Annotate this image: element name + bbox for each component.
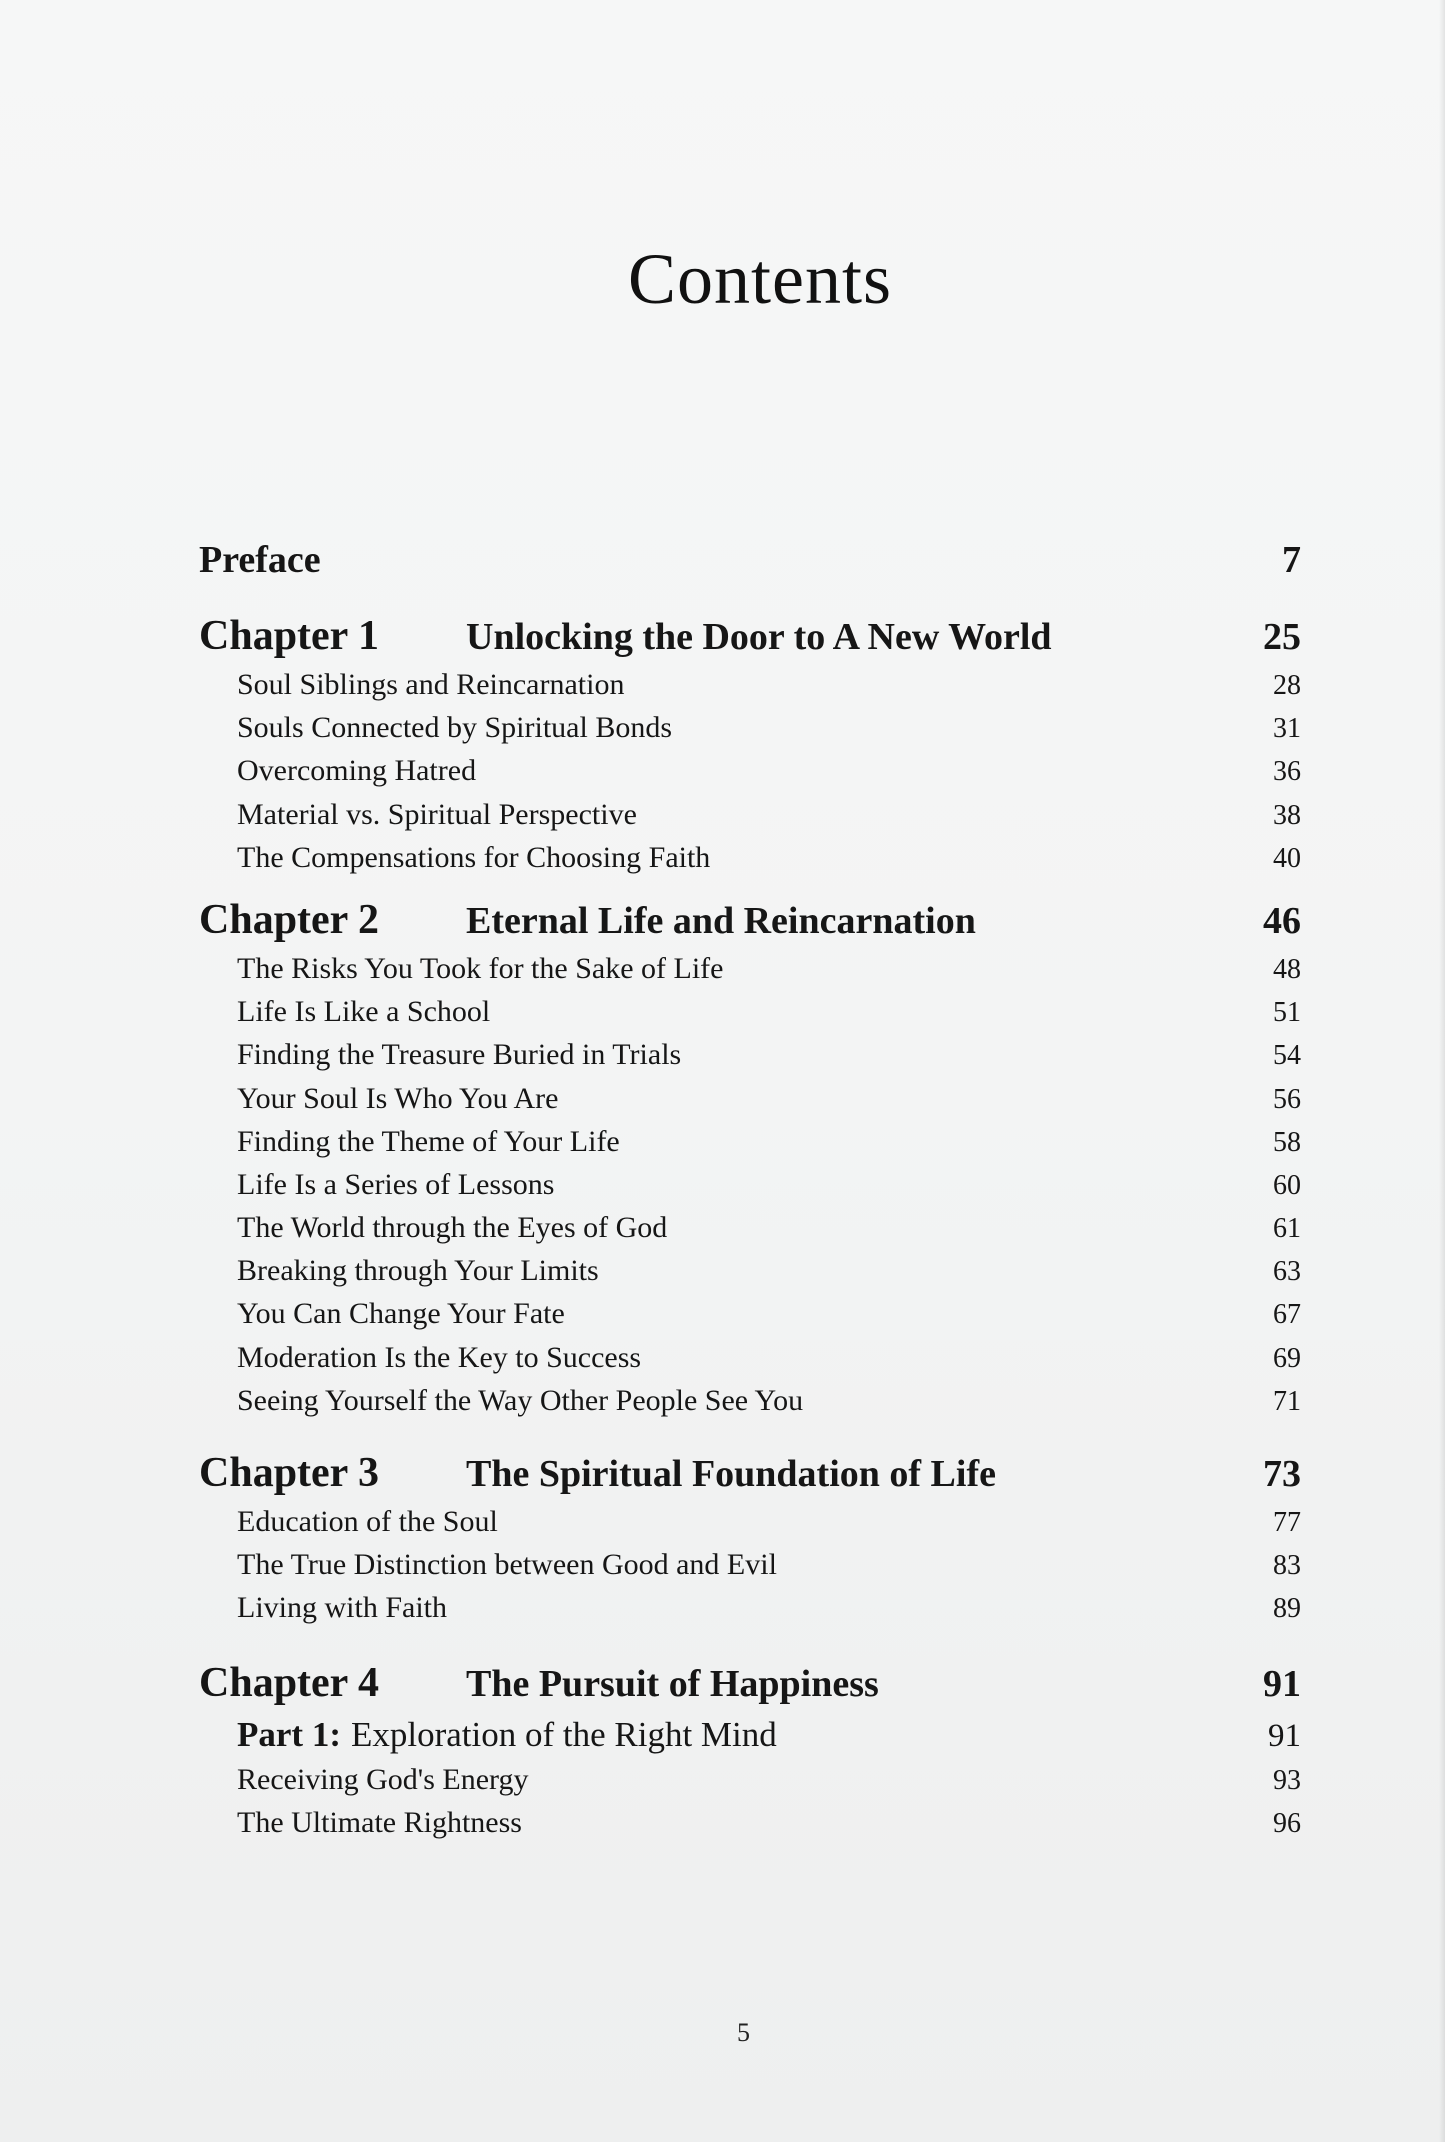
chapter-label: Chapter 3 [199,1450,380,1496]
toc-chapter-4[interactable] [199,1659,1301,1715]
toc-section[interactable] [199,1168,1301,1211]
toc-chapter-3[interactable] [199,1449,1301,1505]
toc-section[interactable] [199,1211,1301,1254]
page-number: 60 [1273,1169,1301,1201]
page-number: 36 [1273,756,1301,788]
page-number: 89 [1273,1593,1301,1625]
part-title: Exploration of the Right Mind [350,1714,777,1754]
toc-section[interactable] [199,1254,1301,1297]
section-title: Seeing Yourself the Way Other People See You [237,1383,804,1417]
toc-section[interactable] [199,711,1301,754]
page-folio-number: 5 [737,2018,750,2047]
page-number: 63 [1273,1256,1301,1288]
table-of-contents [199,538,1301,1849]
toc-section[interactable] [199,1038,1301,1081]
section-title: The World through the Eyes of God [237,1211,668,1245]
toc-section[interactable] [199,995,1301,1038]
toc-section[interactable] [199,1505,1301,1548]
section-title: Life Is Like a School [237,995,491,1029]
page-number: 46 [1263,899,1301,942]
toc-section[interactable] [199,754,1301,797]
toc-section[interactable] [199,952,1301,995]
toc-section[interactable] [199,1548,1301,1591]
toc-section[interactable] [199,1763,1301,1806]
section-title: Education of the Soul [237,1505,498,1538]
section-title: Moderation Is the Key to Success [237,1340,642,1374]
page-number: 73 [1263,1453,1301,1495]
toc-section[interactable] [199,798,1301,841]
page-number: 56 [1273,1083,1301,1115]
part-label: Part 1: [237,1714,341,1754]
toc-section[interactable] [199,1806,1301,1849]
section-title: Receiving God's Energy [237,1762,529,1796]
toc-part-1[interactable] [199,1715,1301,1763]
page-number: 48 [1273,953,1301,985]
section-title: Overcoming Hatred [237,754,477,788]
page-number: 58 [1273,1126,1301,1158]
section-title: Souls Connected by Spiritual Bonds [237,711,672,745]
section-title: The Compensations for Choosing Faith [237,840,711,874]
chapter-title: Eternal Life and Reincarnation [466,899,976,942]
section-title: Living with Faith [237,1591,447,1625]
section-title: The Ultimate Rightness [237,1805,522,1839]
page-number: 93 [1273,1764,1301,1796]
chapter-label: Chapter 2 [199,896,380,943]
page-number: 83 [1273,1550,1301,1582]
chapter-title: The Pursuit of Happiness [466,1662,879,1705]
section-title: The Risks You Took for the Sake of Life [237,951,724,985]
section-title: Finding the Treasure Buried in Trials [237,1038,682,1072]
page-number: 91 [1268,1717,1301,1754]
section-title: The True Distinction between Good and Evil [237,1548,777,1582]
page-number: 91 [1263,1662,1301,1705]
page-title: Contents [627,239,892,320]
page-edge-shadow [1439,0,1445,2142]
toc-section[interactable] [199,1125,1301,1168]
chapter-label: Chapter 1 [199,613,380,659]
toc-section[interactable] [199,668,1301,711]
section-title: You Can Change Your Fate [237,1297,565,1331]
entry-title: Preface [199,539,321,581]
chapter-title: The Spiritual Foundation of Life [466,1453,996,1495]
page-number: 71 [1273,1385,1301,1417]
page-number: 31 [1273,713,1301,745]
toc-chapter-1[interactable] [199,612,1301,668]
toc-entry-preface[interactable] [199,538,1301,612]
page-number: 96 [1273,1807,1301,1839]
chapter-label: Chapter 4 [199,1659,380,1706]
section-title: Breaking through Your Limits [237,1254,599,1288]
page-number: 40 [1273,842,1301,874]
toc-chapter-2[interactable] [199,896,1301,952]
page-number: 69 [1273,1342,1301,1374]
page-number: 28 [1273,670,1301,701]
toc-section[interactable] [199,1591,1301,1634]
page-number: 51 [1273,997,1301,1029]
page-number: 7 [1282,539,1301,581]
toc-section[interactable] [199,841,1301,884]
section-title: Finding the Theme of Your Life [237,1124,620,1158]
toc-section[interactable] [199,1341,1301,1384]
chapter-title: Unlocking the Door to A New World [466,616,1052,658]
section-title: Soul Siblings and Reincarnation [237,668,625,701]
page-number: 54 [1273,1040,1301,1072]
page-number: 25 [1263,616,1301,658]
section-title: Life Is a Series of Lessons [237,1167,555,1201]
spacer [199,884,1301,896]
toc-section[interactable] [199,1297,1301,1340]
page-number: 67 [1273,1299,1301,1331]
spacer [199,1427,1301,1449]
page-number: 61 [1273,1213,1301,1245]
page-number: 38 [1273,799,1301,831]
toc-section[interactable] [199,1082,1301,1125]
section-title: Your Soul Is Who You Are [237,1081,559,1115]
spacer [199,1635,1301,1659]
page-number: 77 [1273,1507,1301,1538]
toc-section[interactable] [199,1384,1301,1427]
section-title: Material vs. Spiritual Perspective [237,797,637,831]
